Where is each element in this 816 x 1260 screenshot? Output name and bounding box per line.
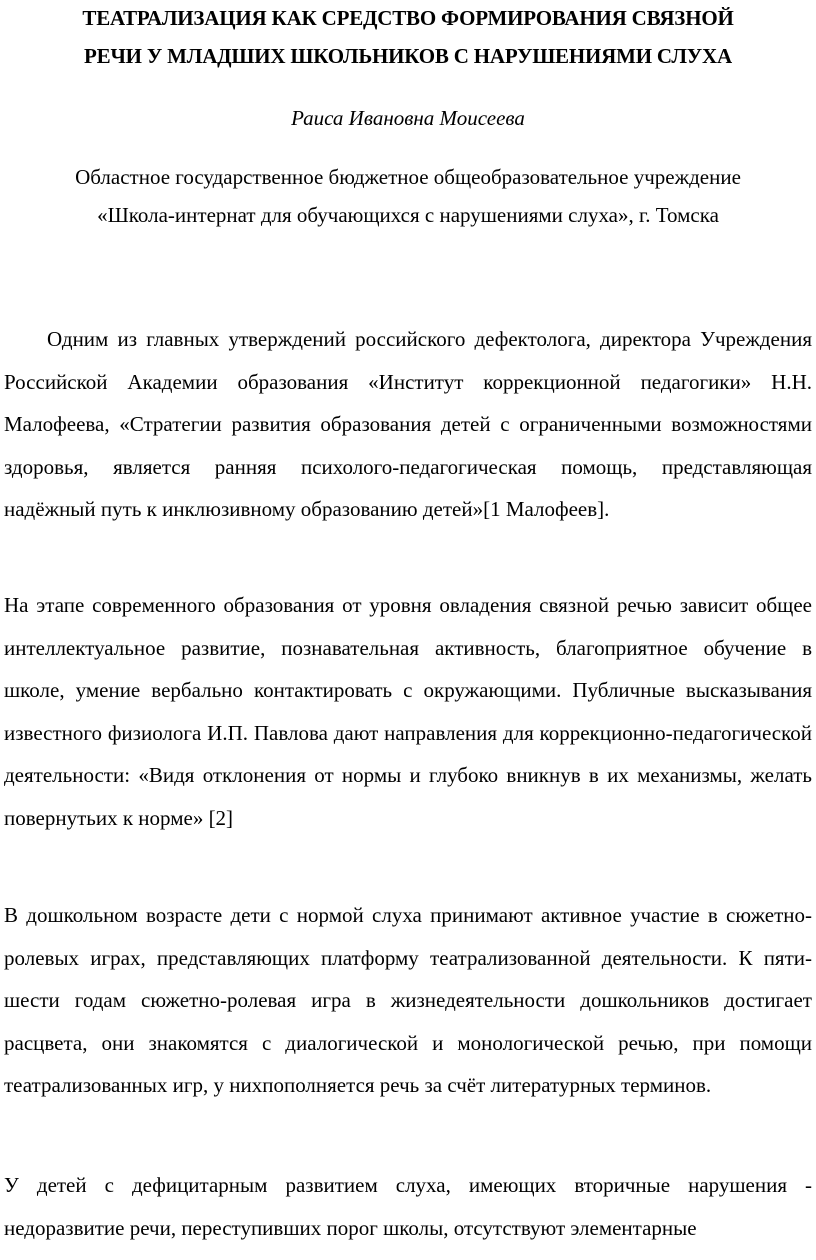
author-name: Раиса Ивановна Моисеева [291, 106, 525, 130]
title-line-1: ТЕАТРАЛИЗАЦИЯ КАК СРЕДСТВО ФОРМИРОВАНИЯ СВЯЗНОЙ [82, 6, 734, 30]
paragraph-4: У детей с дефицитарным развитием слуха, имеющих вторичные нарушения - недоразвитие речи, переступивших порог школы, отсутствуют элементарные [4, 1173, 812, 1240]
paragraph-2: На этапе современного образования от уровня овладения связной речью зависит общее интеллектуальное развитие, познавательная активность, благоприятное обучение в школе, умение вербально контактировать с окружающими. Публичные высказывания известного физиолога И.П. Павлова дают направления для коррекционно-педагогической деятельности: «Видя отклонения от нормы и глубоко вникнув в их механизмы, желать повернутьих к норме» [2] [4, 593, 812, 830]
title-line-2: РЕЧИ У МЛАДШИХ ШКОЛЬНИКОВ С НАРУШЕНИЯМИ СЛУХА [84, 44, 732, 68]
organization-line-1: Областное государственное бюджетное общеобразовательное учреждение [75, 165, 741, 189]
organization-line-2: «Школа-интернат для обучающихся с нарушениями слуха», г. Томска [97, 203, 719, 227]
paragraph-1: Одним из главных утверждений российского дефектолога, директора Учреждения Российской Академии образования «Институт коррекционной педагогики» Н.Н. Малофеева, «Стратегии развития образования детей с ограниченными возможностями здоровья, является ранняя психолого-педагогическая помощь, представляющая надёжный путь к инклюзивному образованию детей»[1 Малофеев]. [4, 327, 812, 521]
paragraph-3: В дошкольном возрасте дети с нормой слуха принимают активное участие в сюжетно-ролевых играх, представляющих платформу театрализованной деятельности. К пяти-шести годам сюжетно-ролевая игра в жизнедеятельности дошкольников достигает расцвета, они знакомятся с диалогической и монологической речью, при помощи театрализованных игр, у нихпополняется речь за счёт литературных терминов. [4, 903, 812, 1097]
